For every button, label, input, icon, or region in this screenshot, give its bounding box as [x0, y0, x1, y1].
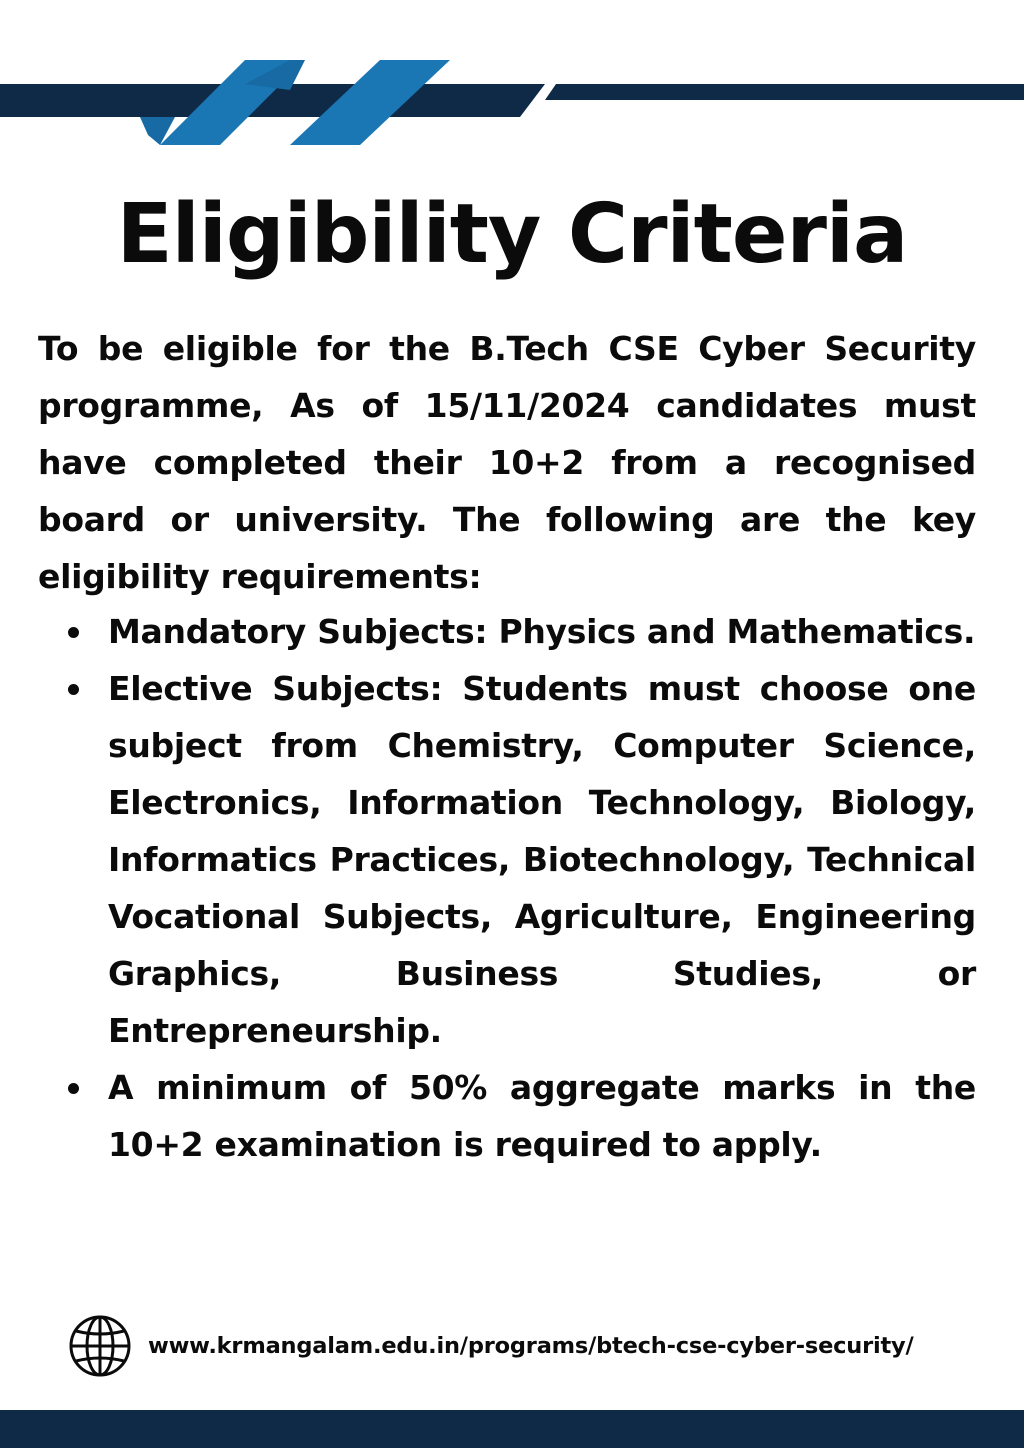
bottom-bar: [0, 1410, 1024, 1448]
requirement-text: Elective Subjects: Students must choose one subject from Chemistry, Computer Science, Electronics, Information Technology, Biology, Informatics Practices, Biotechnology, Technical Vocational Subjects, Agriculture, Engineering Graphics, Business Studies, or Entrepreneurship.: [108, 669, 976, 1050]
bullet-icon: [68, 684, 79, 695]
page-title: Eligibility Criteria: [116, 187, 908, 282]
list-item: [38, 660, 976, 1059]
list-item: [38, 603, 976, 660]
bullet-icon: [68, 627, 79, 638]
intro-paragraph: To be eligible for the B.Tech CSE Cyber Security programme, As of 15/11/2024 candidates must have completed their 10+2 from a recognised board or university. The following are the key eligibility requirements:: [38, 329, 976, 596]
decorative-ribbon-band: [0, 60, 1024, 145]
navy-bar-right: [545, 84, 1024, 100]
requirement-text: A minimum of 50% aggregate marks in the 10+2 examination is required to apply.: [108, 1068, 976, 1164]
bullet-icon: [68, 1083, 79, 1094]
globe-icon: [68, 1314, 132, 1378]
list-item: [38, 1059, 976, 1173]
requirements-list: [38, 603, 976, 1173]
requirement-text: Mandatory Subjects: Physics and Mathematics.: [108, 612, 976, 651]
website-link[interactable]: [68, 1314, 914, 1378]
website-url[interactable]: www.krmangalam.edu.in/programs/btech-cse-cyber-security/: [148, 1333, 914, 1359]
